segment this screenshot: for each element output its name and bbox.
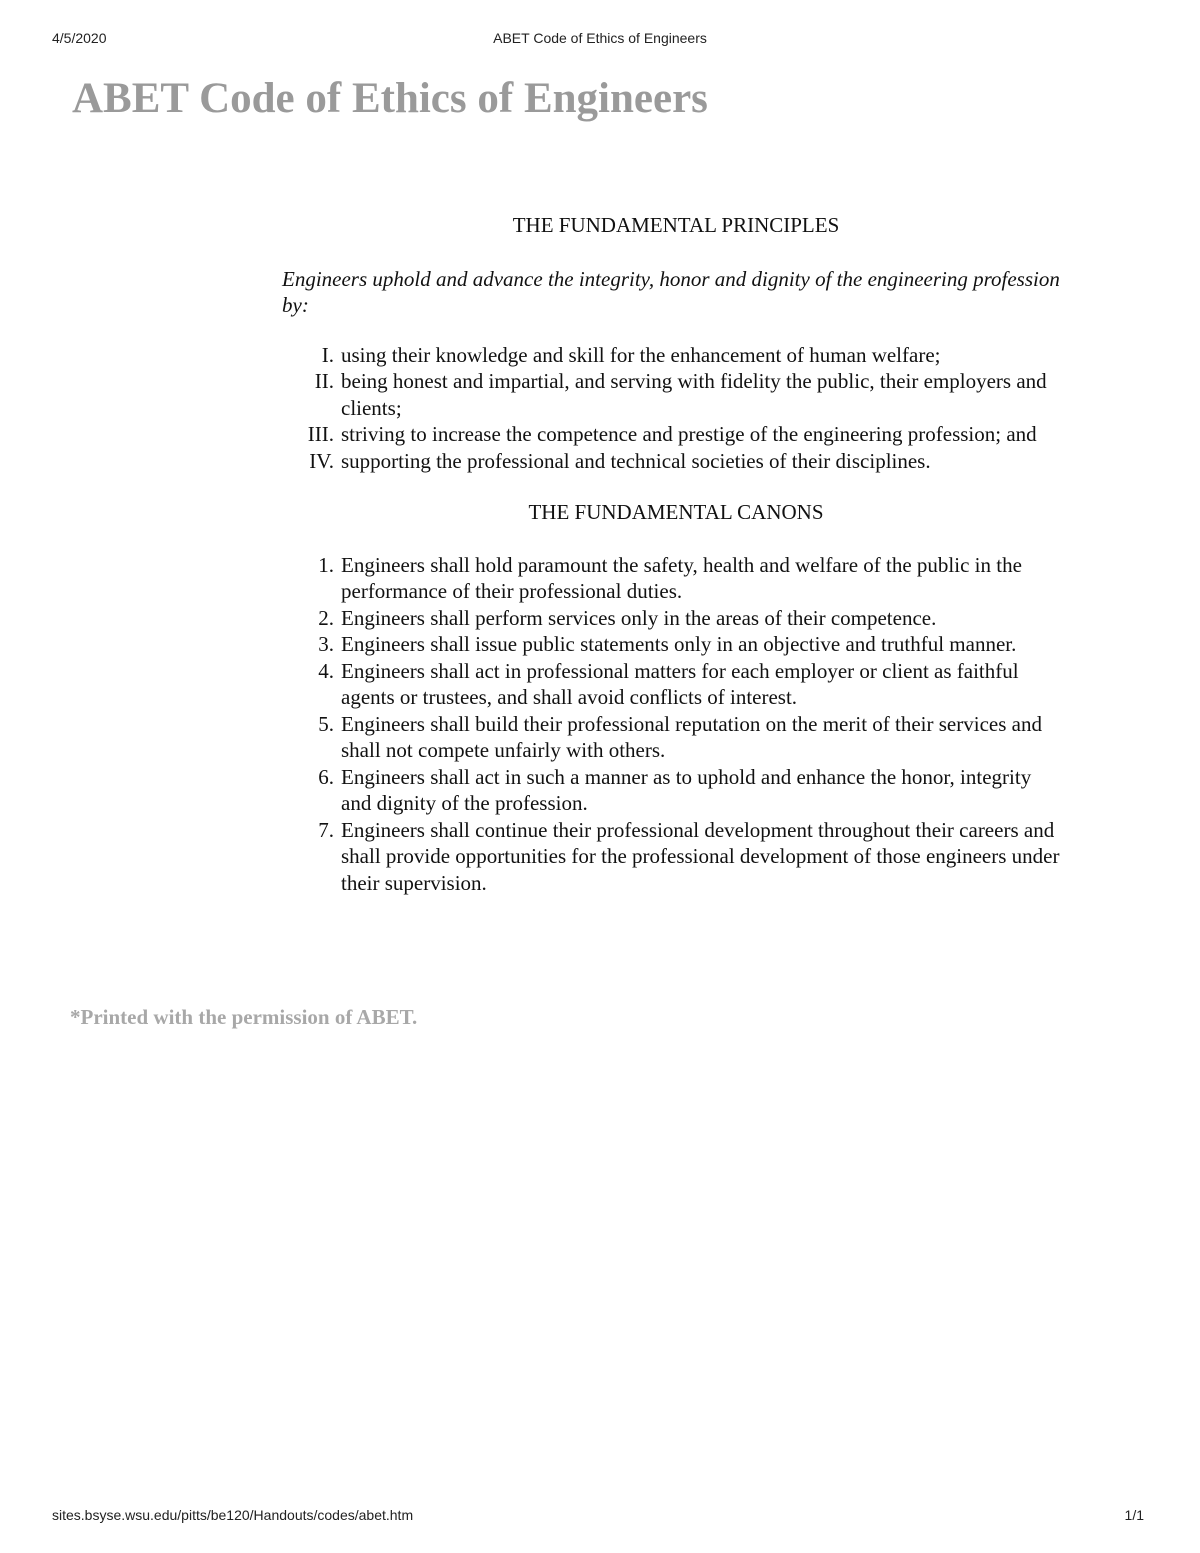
print-date: 4/5/2020: [52, 30, 107, 46]
principle-text: striving to increase the competence and prestige of the engineering profession; and: [341, 422, 1037, 446]
list-marker: II.: [314, 369, 334, 393]
list-marker: IV.: [309, 448, 334, 473]
list-marker: 7.: [318, 817, 334, 842]
document-body: [282, 212, 1062, 896]
canons-heading: THE FUNDAMENTAL CANONS: [528, 500, 824, 524]
principle-text: being honest and impartial, and serving with fidelity the public, their employers and clients;: [341, 369, 1047, 420]
page-number: 1/1: [1124, 1507, 1144, 1523]
page-title: ABET Code of Ethics of Engineers: [72, 75, 708, 122]
canon-text: Engineers shall act in such a manner as to uphold and enhance the honor, integrity and dignity of the profession.: [341, 764, 1032, 815]
canon-item: [282, 711, 1062, 764]
print-footer: [0, 1507, 1200, 1527]
principles-list: [282, 342, 1062, 475]
canon-item: [282, 817, 1062, 897]
principles-heading: THE FUNDAMENTAL PRINCIPLES: [512, 213, 840, 237]
permission-footnote: *Printed with the permission of ABET.: [70, 1005, 418, 1029]
canon-item: [282, 764, 1062, 817]
principle-text: using their knowledge and skill for the enhancement of human welfare;: [341, 342, 941, 367]
list-marker: 4.: [318, 658, 334, 683]
list-marker: 3.: [318, 632, 334, 656]
canon-text: Engineers shall issue public statements only in an objective and truthful manner.: [341, 632, 1017, 656]
list-marker: 6.: [318, 764, 334, 789]
list-marker: III.: [307, 422, 334, 446]
canon-text: Engineers shall perform services only in the areas of their competence.: [341, 605, 937, 630]
print-header: [0, 30, 1200, 50]
principle-item: [282, 448, 1062, 475]
print-header-title: ABET Code of Ethics of Engineers: [493, 30, 707, 46]
canon-item: [282, 631, 1062, 658]
canon-item: [282, 552, 1062, 605]
principles-intro: Engineers uphold and advance the integrity, honor and dignity of the engineering profession by:: [282, 266, 1060, 317]
list-marker: 2.: [318, 605, 334, 630]
principle-item: [282, 368, 1062, 421]
source-url: sites.bsyse.wsu.edu/pitts/be120/Handouts/codes/abet.htm: [52, 1507, 414, 1523]
list-marker: I.: [321, 342, 334, 367]
canon-item: [282, 658, 1062, 711]
list-marker: 1.: [318, 552, 334, 577]
principle-item: [282, 342, 1062, 369]
principle-item: [282, 421, 1062, 448]
canon-item: [282, 605, 1062, 632]
list-marker: 5.: [318, 711, 334, 736]
canons-list: [282, 552, 1062, 897]
canon-text: Engineers shall hold paramount the safety, health and welfare of the public in the performance of their professional duties.: [341, 552, 1022, 603]
principle-text: supporting the professional and technical societies of their disciplines.: [341, 448, 931, 473]
canon-text: Engineers shall act in professional matters for each employer or client as faithful agents or trustees, and shall avoid conflicts of interest.: [341, 658, 1019, 709]
canon-text: Engineers shall continue their professional development throughout their careers and shall provide opportunities for the professional development of those engineers under their supervision.: [341, 817, 1060, 895]
canon-text: Engineers shall build their professional reputation on the merit of their services and shall not compete unfairly with others.: [341, 711, 1042, 762]
